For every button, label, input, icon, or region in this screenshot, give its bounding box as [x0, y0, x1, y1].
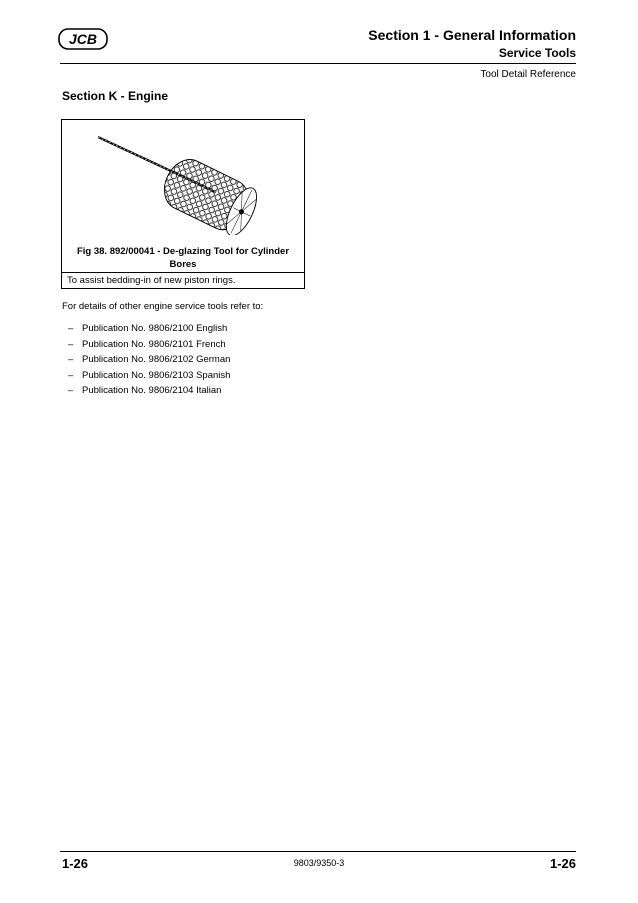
publication-text: Publication No. 9806/2101 French [82, 338, 226, 350]
reference-label: Tool Detail Reference [480, 69, 576, 80]
publication-text: Publication No. 9806/2103 Spanish [82, 369, 231, 381]
deglazing-brush-illustration [96, 130, 276, 235]
jcb-logo [58, 28, 108, 50]
list-bullet: – [68, 354, 74, 365]
list-item [68, 370, 230, 386]
figure-box [61, 119, 305, 289]
publication-text: Publication No. 9806/2104 Italian [82, 385, 222, 396]
figure-description: To assist bedding-in of new piston rings. [67, 275, 236, 286]
list-item [68, 323, 230, 339]
list-bullet: – [68, 385, 74, 396]
list-item [68, 339, 230, 355]
list-bullet: – [68, 323, 74, 334]
section-heading: Section K - Engine [62, 89, 169, 103]
section-subtitle: Service Tools [498, 46, 576, 60]
figure-caption: Fig 38. 892/00041 - De-glazing Tool for Cylinder Bores [76, 246, 290, 270]
publication-text: Publication No. 9806/2102 German [82, 354, 231, 365]
intro-text: For details of other engine service tools refer to: [62, 301, 264, 312]
list-item [68, 354, 230, 370]
page-number-left: 1-26 [62, 856, 89, 871]
figure-divider [62, 272, 304, 273]
list-bullet: – [68, 369, 74, 381]
page-number-right: 1-26 [549, 856, 576, 871]
header-rule [60, 63, 576, 64]
publication-list [68, 323, 230, 401]
svg-text:JCB: JCB [68, 31, 98, 47]
document-number: 9803/9350-3 [293, 858, 345, 868]
list-bullet: – [68, 338, 74, 350]
section-title: Section 1 - General Information [368, 27, 576, 43]
publication-text: Publication No. 9806/2100 English [82, 323, 228, 334]
list-item [68, 385, 230, 401]
footer-rule [60, 851, 576, 852]
